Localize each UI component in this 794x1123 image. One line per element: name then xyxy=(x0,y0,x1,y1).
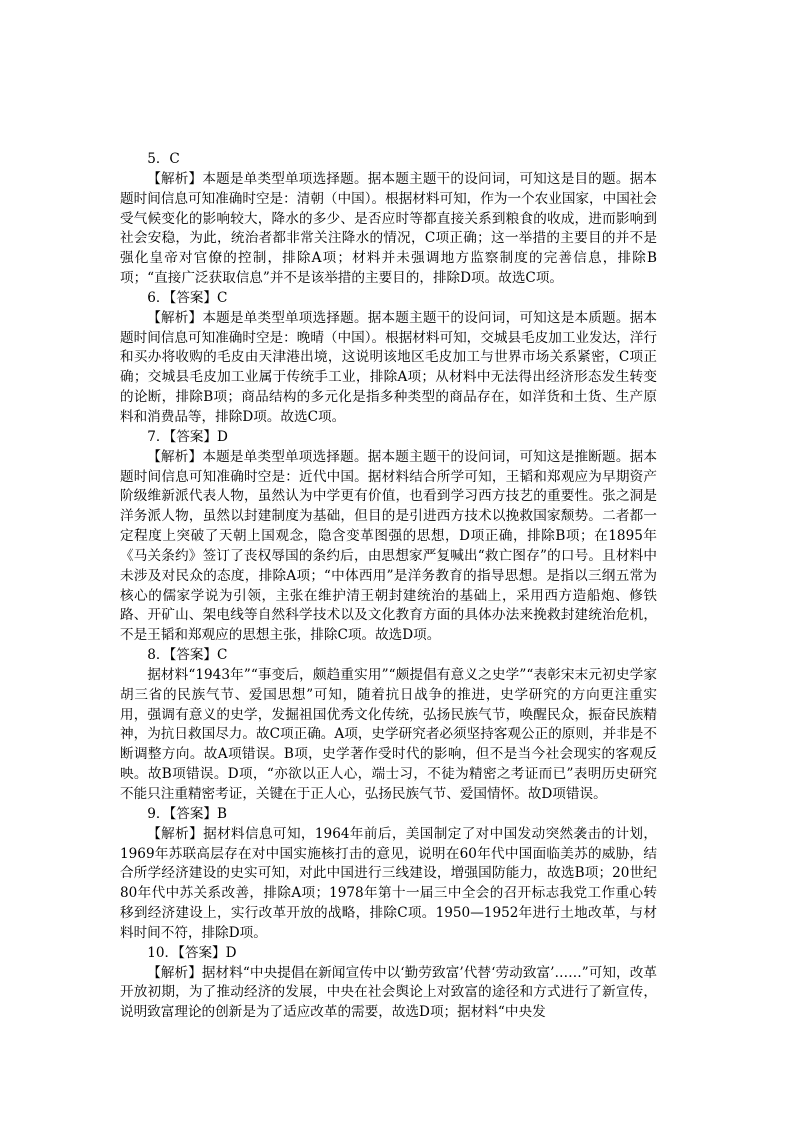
answer-item xyxy=(120,646,657,805)
answer-heading: 8．【答案】C xyxy=(147,647,228,664)
analysis-paragraph: 【解析】本题是单类型单项选择题。据本题主题干的设问词，可知这是本质题。据本题时间信息可知准确时空是：晚晴（中国）。根据材料可知，交城县毛皮加工业发达，洋行和买办将收购的毛皮由天津港出境，这说明该地区毛皮加工与世界市场关系紧密，C项正确；交城县毛皮加工业属于传统手工业，排除A项；从材料中无法得出经济形态发生转变的论断，排除B项；商品结构的多元化是指多种类型的商品存在，如洋货和土货、生产原料和消费品等，排除D项。故选C项。 xyxy=(120,309,657,425)
answer-document xyxy=(120,150,657,1023)
answer-heading: 7．【答案】D xyxy=(147,428,228,445)
answer-heading: 6．【答案】C xyxy=(147,289,228,306)
answer-heading: 10．【答案】D xyxy=(147,944,237,961)
answer-item xyxy=(120,289,657,428)
analysis-paragraph: 【解析】本题是单类型单项选择题。据本题主题干的设问词，可知这是推断题。据本题时间信息可知准确时空是：近代中国。据材料结合所学可知，王韬和郑观应为早期资产阶级维新派代表人物，虽然认为中学更有价值，也看到学习西方技艺的重要性。张之洞是洋务派人物，虽然以封建制度为基础，但目的是引进西方技术以挽救国家颓势。二者都一定程度上突破了天朝上国观念，隐含变革图强的思想，D项正确，排除B项；在1895年《马关条约》签订了丧权辱国的条约后，由思想家严复喊出“救亡图存”的口号。且材料中未涉及对民众的态度，排除A项；“中体西用”是洋务教育的指导思想。是指以三纲五常为核心的儒家学说为引领，主张在维护清王朝封建统治的基础上，采用西方造船炮、修铁路、开矿山、架电线等自然科学技术以及文化教育方面的具体办法来挽救封建统治危机，不是王韬和郑观应的思想主张，排除C项。故选D项。 xyxy=(120,448,657,644)
answer-item xyxy=(120,944,657,1023)
analysis-paragraph: 【解析】据材料信息可知，1964年前后，美国制定了对中国发动突然袭击的计划，1969年苏联高层存在对中国实施核打击的意见，说明在60年代中国面临美苏的威胁，结合所学经济建设的史实可知，对此中国进行三线建设，增强国防能力，故选B项；20世纪80年代中苏关系改善，排除A项；1978年第十一届三中全会的召开标志我党工作重心转移到经济建设上，实行改革开放的战略，排除C项。1950—1952年进行土地改革，与材料时间不符，排除D项。 xyxy=(120,825,657,941)
answer-item xyxy=(120,805,657,944)
answer-item xyxy=(120,150,657,289)
analysis-paragraph: 【解析】据材料“中央提倡在新闻宣传中以‘勤劳致富’代替‘劳动致富’……”可知，改革开放初期，为了推动经济的发展，中央在社会舆论上对致富的途径和方式进行了新宣传，说明致富理论的创新是为了适应改革的需要，故选D项；据材料“中央发 xyxy=(120,964,657,1021)
analysis-paragraph: 【解析】本题是单类型单项选择题。据本题主题干的设问词，可知这是目的题。据本题时间信息可知准确时空是：清朝（中国）。根据材料可知，作为一个农业国家，中国社会受气候变化的影响较大，降水的多少、是否应时等都直接关系到粮食的收成，进而影响到社会安稳，为此，统治者都非常关注降水的情况，C项正确；这一举措的主要目的并不是强化皇帝对官僚的控制，排除A项；材料并未强调地方监察制度的完善信息，排除B项；“直接广泛获取信息”并不是该举措的主要目的，排除D项。故选C项。 xyxy=(120,170,657,287)
answer-heading: 9．【答案】B xyxy=(147,805,227,822)
answer-item xyxy=(120,428,657,646)
answer-heading: 5．C xyxy=(147,151,180,167)
analysis-paragraph: 据材料“1943年”“事变后，颇趋重实用”“颇提倡有意义之史学”“表彰宋末元初史学家胡三省的民族气节、爱国思想”可知，随着抗日战争的推进，史学研究的方向更注重实用，强调有意义的史学，发掘祖国优秀文化传统，弘扬民族气节，唤醒民众，振奋民族精神，为抗日救国尽力。故C项正确。A项，史学研究者必须坚持客观公正的原则，并非是不断调整方向。故A项错误。B项，史学著作受时代的影响，但不是当今社会现实的客观反映。故B项错误。D项，“亦欲以正人心，端士习，不徒为精密之考证而已”表明历史研究不能只注重精密考证，关键在于正人心，弘扬民族气节、爱国情怀。故D项错误。 xyxy=(120,666,657,802)
